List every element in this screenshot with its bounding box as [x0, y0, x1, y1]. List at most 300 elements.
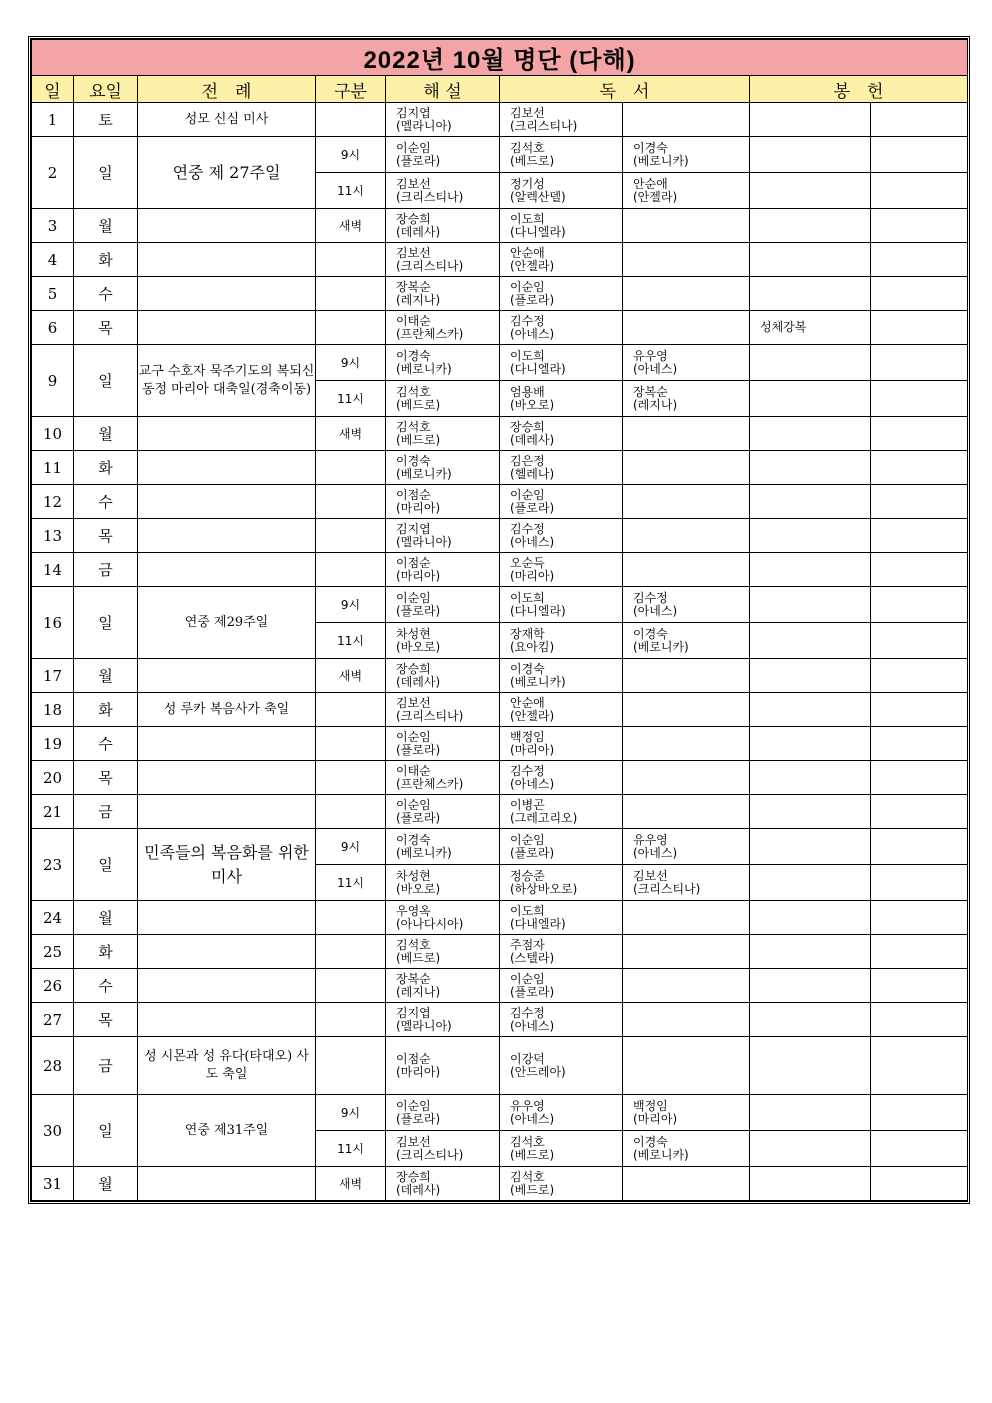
- section-cell: [316, 519, 386, 553]
- offering-2-cell: [871, 1003, 968, 1037]
- commentary-cell-line: (멜라니아): [396, 534, 452, 549]
- table-row: [32, 485, 968, 519]
- day-cell: 23: [32, 829, 74, 901]
- commentary-cell-line: 이경숙: [396, 348, 431, 363]
- offering-2-cell: [871, 381, 968, 417]
- offering-2-cell: [871, 935, 968, 969]
- liturgy-cell: [138, 935, 316, 969]
- offering-1-cell: [750, 727, 871, 761]
- reader-2-cell: [623, 277, 750, 311]
- reader-2-cell: [623, 761, 750, 795]
- commentary-cell-line: (프란체스카): [396, 326, 464, 341]
- commentary-cell-line: 이순임: [396, 729, 431, 744]
- offering-2-cell: [871, 1037, 968, 1095]
- roster-table: [31, 39, 968, 1201]
- reader-2-cell: [623, 969, 750, 1003]
- reader-2-cell: [623, 209, 750, 243]
- reader-1-cell-line: (아네스): [510, 1018, 555, 1033]
- offering-1-cell: [750, 829, 871, 865]
- reader-1-cell-line: (아네스): [510, 1111, 555, 1126]
- reader-1-cell-line: (스텔라): [510, 950, 555, 965]
- reader-1-cell-line: (크리스티나): [510, 118, 578, 133]
- reader-1-cell: [500, 795, 623, 829]
- offering-2-cell: [871, 901, 968, 935]
- commentary-cell-line: (마리아): [396, 568, 441, 583]
- reader-2-cell: [623, 659, 750, 693]
- commentary-cell: [386, 173, 500, 209]
- offering-2-cell: [871, 727, 968, 761]
- commentary-cell: [386, 761, 500, 795]
- reader-2-cell: [623, 1131, 750, 1167]
- commentary-cell-line: (플로라): [396, 1111, 441, 1126]
- reader-2-cell: [623, 103, 750, 137]
- weekday-cell: 토: [74, 103, 138, 137]
- commentary-cell-line: 장승희: [396, 211, 431, 226]
- reader-2-cell-line: 유우영: [633, 832, 668, 847]
- reader-1-cell-line: 이경숙: [510, 661, 545, 676]
- commentary-cell: [386, 1037, 500, 1095]
- offering-1-cell: [750, 1037, 871, 1095]
- reader-2-cell: [623, 795, 750, 829]
- reader-1-cell: [500, 381, 623, 417]
- commentary-cell-line: 김석호: [396, 419, 431, 434]
- reader-2-cell: [623, 137, 750, 173]
- liturgy-cell: [138, 761, 316, 795]
- offering-1-cell: [750, 761, 871, 795]
- offering-1-cell: [750, 451, 871, 485]
- reader-1-cell-line: 안순애: [510, 695, 545, 710]
- table-row: [32, 587, 968, 623]
- offering-2-cell: [871, 659, 968, 693]
- reader-2-cell: [623, 587, 750, 623]
- offering-2-cell: [871, 209, 968, 243]
- offering-1-cell: [750, 103, 871, 137]
- reader-1-cell-line: 이도희: [510, 211, 545, 226]
- reader-1-cell-line: (아네스): [510, 326, 555, 341]
- day-cell: 20: [32, 761, 74, 795]
- day-cell: 3: [32, 209, 74, 243]
- section-cell: [316, 1003, 386, 1037]
- reader-1-cell-line: (알렉산델): [510, 189, 566, 204]
- day-cell: 17: [32, 659, 74, 693]
- section-cell: [316, 553, 386, 587]
- reader-1-cell: [500, 103, 623, 137]
- offering-2-cell: [871, 173, 968, 209]
- reader-1-cell-line: (플로라): [510, 845, 555, 860]
- section-cell: [316, 727, 386, 761]
- commentary-cell-line: (크리스티나): [396, 189, 464, 204]
- offering-1-cell: [750, 137, 871, 173]
- liturgy-cell: [138, 553, 316, 587]
- offering-2-cell: [871, 693, 968, 727]
- reader-2-cell-line: 장복순: [633, 384, 668, 399]
- reader-1-cell-line: 이순임: [510, 832, 545, 847]
- commentary-cell-line: 김석호: [396, 937, 431, 952]
- commentary-cell: [386, 417, 500, 451]
- reader-1-cell-line: (다니엘라): [510, 361, 566, 376]
- weekday-cell: 일: [74, 137, 138, 209]
- table-row: [32, 901, 968, 935]
- reader-1-cell: [500, 243, 623, 277]
- section-cell: 새벽: [316, 659, 386, 693]
- liturgy-cell: [138, 243, 316, 277]
- commentary-cell: [386, 277, 500, 311]
- section-cell: [316, 901, 386, 935]
- section-cell: [316, 1037, 386, 1095]
- weekday-cell: 일: [74, 1095, 138, 1167]
- reader-1-cell-line: (베드로): [510, 153, 555, 168]
- reader-1-cell-line: 이도희: [510, 590, 545, 605]
- weekday-cell: 일: [74, 587, 138, 659]
- commentary-cell-line: (베드로): [396, 950, 441, 965]
- commentary-cell: [386, 1167, 500, 1201]
- reader-2-cell: [623, 935, 750, 969]
- reader-1-cell: [500, 345, 623, 381]
- weekday-cell: 목: [74, 519, 138, 553]
- commentary-cell-line: 이순임: [396, 140, 431, 155]
- commentary-cell: [386, 969, 500, 1003]
- section-cell: 9시: [316, 345, 386, 381]
- commentary-cell-line: (바오로): [396, 881, 441, 896]
- reader-1-cell-line: 김수정: [510, 1005, 545, 1020]
- offering-2-cell: [871, 345, 968, 381]
- offering-1-cell: [750, 795, 871, 829]
- commentary-cell-line: 장승희: [396, 661, 431, 676]
- reader-1-cell-line: 이순임: [510, 279, 545, 294]
- commentary-cell-line: 이순임: [396, 797, 431, 812]
- commentary-cell: [386, 1131, 500, 1167]
- commentary-cell: [386, 519, 500, 553]
- reader-1-cell: [500, 761, 623, 795]
- table-row: [32, 935, 968, 969]
- reader-1-cell: [500, 623, 623, 659]
- day-cell: 4: [32, 243, 74, 277]
- reader-2-cell-line: 유우영: [633, 348, 668, 363]
- commentary-cell-line: 김지엽: [396, 105, 431, 120]
- commentary-cell: [386, 137, 500, 173]
- offering-1-cell: [750, 587, 871, 623]
- reader-1-cell-line: (마리아): [510, 568, 555, 583]
- day-cell: 27: [32, 1003, 74, 1037]
- weekday-cell: 수: [74, 727, 138, 761]
- reader-2-cell-line: 이경숙: [633, 140, 668, 155]
- reader-1-cell-line: (데레사): [510, 432, 555, 447]
- commentary-cell-line: (크리스티나): [396, 258, 464, 273]
- reader-1-cell-line: (다내엘라): [510, 916, 566, 931]
- section-cell: [316, 103, 386, 137]
- offering-1-cell: [750, 865, 871, 901]
- commentary-cell: [386, 485, 500, 519]
- table-row: [32, 553, 968, 587]
- commentary-cell: [386, 829, 500, 865]
- reader-1-cell-line: (다니엘라): [510, 603, 566, 618]
- reader-2-cell: [623, 519, 750, 553]
- day-cell: 13: [32, 519, 74, 553]
- offering-1-cell: [750, 311, 871, 345]
- reader-1-cell-line: 이병곤: [510, 797, 545, 812]
- section-cell: 11시: [316, 865, 386, 901]
- reader-1-cell-line: 김석호: [510, 140, 545, 155]
- commentary-cell-line: 이경숙: [396, 832, 431, 847]
- offering-1-cell: [750, 1003, 871, 1037]
- reader-1-cell-line: (안젤라): [510, 708, 555, 723]
- table-row: [32, 1167, 968, 1201]
- reader-1-cell-line: (그레고리오): [510, 810, 578, 825]
- weekday-cell: 월: [74, 209, 138, 243]
- header-section: 구분: [316, 76, 386, 103]
- reader-1-cell: [500, 935, 623, 969]
- day-cell: 1: [32, 103, 74, 137]
- reader-1-cell-line: 정승준: [510, 868, 545, 883]
- offering-1-cell: [750, 623, 871, 659]
- liturgy-cell: [138, 277, 316, 311]
- reader-1-cell: [500, 969, 623, 1003]
- liturgy-cell: [138, 209, 316, 243]
- reader-1-cell: [500, 553, 623, 587]
- reader-1-cell-line: (다니엘라): [510, 224, 566, 239]
- commentary-cell-line: (마리아): [396, 1064, 441, 1079]
- reader-2-cell: [623, 693, 750, 727]
- reader-2-cell: [623, 243, 750, 277]
- section-cell: 9시: [316, 137, 386, 173]
- commentary-cell-line: (베드로): [396, 432, 441, 447]
- reader-2-cell: [623, 311, 750, 345]
- reader-1-cell-line: 김수정: [510, 763, 545, 778]
- table-row: [32, 451, 968, 485]
- schedule-sheet: [28, 36, 970, 1204]
- weekday-cell: 목: [74, 761, 138, 795]
- reader-1-cell-line: 김석호: [510, 1169, 545, 1184]
- commentary-cell-line: (바오로): [396, 639, 441, 654]
- commentary-cell: [386, 209, 500, 243]
- section-cell: [316, 485, 386, 519]
- table-row: [32, 829, 968, 865]
- reader-1-cell-line: (베드로): [510, 1147, 555, 1162]
- liturgy-cell: [138, 417, 316, 451]
- reader-1-cell: [500, 417, 623, 451]
- commentary-cell-line: 차성현: [396, 868, 431, 883]
- offering-1-cell: [750, 277, 871, 311]
- commentary-cell-line: 이점순: [396, 487, 431, 502]
- liturgy-cell: 성 루카 복음사가 축일: [138, 693, 316, 727]
- reader-2-cell-line: (안젤라): [633, 189, 678, 204]
- offering-1-cell: [750, 243, 871, 277]
- reader-1-cell: [500, 727, 623, 761]
- day-cell: 26: [32, 969, 74, 1003]
- table-row: [32, 277, 968, 311]
- reader-2-cell-line: 백정임: [633, 1098, 668, 1113]
- commentary-cell: [386, 901, 500, 935]
- liturgy-cell: [138, 1003, 316, 1037]
- commentary-cell: [386, 311, 500, 345]
- reader-2-cell: [623, 417, 750, 451]
- reader-2-cell: [623, 381, 750, 417]
- commentary-cell-line: (베로니카): [396, 845, 452, 860]
- section-cell: 새벽: [316, 417, 386, 451]
- reader-2-cell-line: 김보선: [633, 868, 668, 883]
- header-offering: 봉 헌: [750, 76, 968, 103]
- section-cell: 11시: [316, 173, 386, 209]
- day-cell: 18: [32, 693, 74, 727]
- commentary-cell-line: 김보선: [396, 1134, 431, 1149]
- offering-1-cell: [750, 553, 871, 587]
- day-cell: 10: [32, 417, 74, 451]
- reader-1-cell: [500, 659, 623, 693]
- section-cell: [316, 969, 386, 1003]
- commentary-cell: [386, 1095, 500, 1131]
- offering-2-cell: [871, 451, 968, 485]
- commentary-cell-line: 김보선: [396, 245, 431, 260]
- offering-2-cell: [871, 1167, 968, 1201]
- offering-1-cell: [750, 173, 871, 209]
- commentary-cell-line: 김보선: [396, 176, 431, 191]
- reader-2-cell-line: 이경숙: [633, 1134, 668, 1149]
- section-cell: [316, 243, 386, 277]
- reader-2-cell: [623, 865, 750, 901]
- section-cell: 11시: [316, 623, 386, 659]
- commentary-cell-line: 장복순: [396, 971, 431, 986]
- reader-1-cell-line: 김수정: [510, 313, 545, 328]
- weekday-cell: 일: [74, 345, 138, 417]
- reader-2-cell-line: (아네스): [633, 845, 678, 860]
- reader-2-cell-line: (크리스티나): [633, 881, 701, 896]
- reader-1-cell: [500, 519, 623, 553]
- header-commentary: 해 설: [386, 76, 500, 103]
- weekday-cell: 화: [74, 243, 138, 277]
- liturgy-cell: [138, 795, 316, 829]
- commentary-cell: [386, 935, 500, 969]
- liturgy-cell: [138, 451, 316, 485]
- liturgy-cell: [138, 901, 316, 935]
- weekday-cell: 목: [74, 311, 138, 345]
- liturgy-cell: 교구 수호자 묵주기도의 복되신 동정 마리아 대축일(경축이동): [138, 345, 316, 417]
- offering-1-cell: [750, 519, 871, 553]
- liturgy-cell: [138, 969, 316, 1003]
- liturgy-cell: 민족들의 복음화를 위한 미사: [138, 829, 316, 901]
- reader-1-cell: [500, 311, 623, 345]
- day-cell: 14: [32, 553, 74, 587]
- header-dow: 요일: [74, 76, 138, 103]
- commentary-cell-line: 김지엽: [396, 1005, 431, 1020]
- commentary-cell-line: (플로라): [396, 810, 441, 825]
- header-day: 일: [32, 76, 74, 103]
- liturgy-cell: [138, 1167, 316, 1201]
- liturgy-cell: 성모 신심 미사: [138, 103, 316, 137]
- table-row: [32, 969, 968, 1003]
- offering-2-cell: [871, 553, 968, 587]
- offering-2-cell: [871, 277, 968, 311]
- reader-1-cell-line: (안젤라): [510, 258, 555, 273]
- reader-1-cell: [500, 901, 623, 935]
- weekday-cell: 금: [74, 1037, 138, 1095]
- liturgy-cell: 연중 제 27주일: [138, 137, 316, 209]
- weekday-cell: 월: [74, 1167, 138, 1201]
- day-cell: 21: [32, 795, 74, 829]
- reader-2-cell-line: (아네스): [633, 603, 678, 618]
- reader-1-cell: [500, 865, 623, 901]
- commentary-cell-line: 차성현: [396, 626, 431, 641]
- day-cell: 19: [32, 727, 74, 761]
- commentary-cell-line: 장승희: [396, 1169, 431, 1184]
- commentary-cell-line: (레지나): [396, 292, 441, 307]
- section-cell: [316, 761, 386, 795]
- reader-1-cell-line: (헬레나): [510, 466, 555, 481]
- reader-2-cell-line: (베로니카): [633, 639, 689, 654]
- commentary-cell-line: (베드로): [396, 397, 441, 412]
- commentary-cell-line: (플로라): [396, 742, 441, 757]
- offering-2-cell: [871, 417, 968, 451]
- offering-1-cell: [750, 901, 871, 935]
- reader-1-cell-line: 엄용배: [510, 384, 545, 399]
- reader-1-cell: [500, 277, 623, 311]
- reader-1-cell: [500, 587, 623, 623]
- reader-1-cell-line: (아네스): [510, 776, 555, 791]
- reader-2-cell: [623, 173, 750, 209]
- commentary-cell: [386, 587, 500, 623]
- reader-2-cell-line: (아네스): [633, 361, 678, 376]
- reader-1-cell-line: (요아킴): [510, 639, 555, 654]
- day-cell: 6: [32, 311, 74, 345]
- offering-2-cell: [871, 103, 968, 137]
- reader-1-cell-line: (플로라): [510, 984, 555, 999]
- commentary-cell-line: 이순임: [396, 1098, 431, 1113]
- reader-2-cell: [623, 553, 750, 587]
- reader-1-cell-line: 정기성: [510, 176, 545, 191]
- day-cell: 16: [32, 587, 74, 659]
- commentary-cell-line: (플로라): [396, 603, 441, 618]
- table-row: [32, 659, 968, 693]
- roster-body: [32, 103, 968, 1201]
- liturgy-cell: 성 시몬과 성 유다(타대오) 사도 축일: [138, 1037, 316, 1095]
- reader-2-cell-line: 김수정: [633, 590, 668, 605]
- offering-1-cell: [750, 209, 871, 243]
- commentary-cell-line: (마리아): [396, 500, 441, 515]
- reader-1-cell-line: 주점자: [510, 937, 545, 952]
- weekday-cell: 수: [74, 485, 138, 519]
- reader-1-cell: [500, 485, 623, 519]
- table-row: [32, 1095, 968, 1131]
- weekday-cell: 일: [74, 829, 138, 901]
- section-cell: [316, 311, 386, 345]
- commentary-cell: [386, 865, 500, 901]
- reader-1-cell: [500, 1037, 623, 1095]
- offering-1-cell-line: 성체강복: [760, 320, 807, 334]
- offering-1-cell: [750, 485, 871, 519]
- reader-2-cell: [623, 901, 750, 935]
- commentary-cell-line: (아나다시아): [396, 916, 464, 931]
- reader-1-cell-line: 백정임: [510, 729, 545, 744]
- day-cell: 24: [32, 901, 74, 935]
- reader-2-cell: [623, 1167, 750, 1201]
- commentary-cell: [386, 381, 500, 417]
- section-cell: [316, 451, 386, 485]
- reader-1-cell-line: 장승희: [510, 419, 545, 434]
- commentary-cell-line: (프란체스카): [396, 776, 464, 791]
- day-cell: 12: [32, 485, 74, 519]
- day-cell: 25: [32, 935, 74, 969]
- reader-2-cell-line: 이경숙: [633, 626, 668, 641]
- commentary-cell-line: 이점순: [396, 1051, 431, 1066]
- commentary-cell-line: 김보선: [396, 695, 431, 710]
- commentary-cell-line: (플로라): [396, 153, 441, 168]
- commentary-cell-line: 이경숙: [396, 453, 431, 468]
- weekday-cell: 수: [74, 277, 138, 311]
- page-title: 2022년 10월 명단 (다해): [32, 40, 968, 76]
- reader-1-cell: [500, 451, 623, 485]
- reader-2-cell: [623, 727, 750, 761]
- reader-1-cell-line: (플로라): [510, 292, 555, 307]
- weekday-cell: 월: [74, 417, 138, 451]
